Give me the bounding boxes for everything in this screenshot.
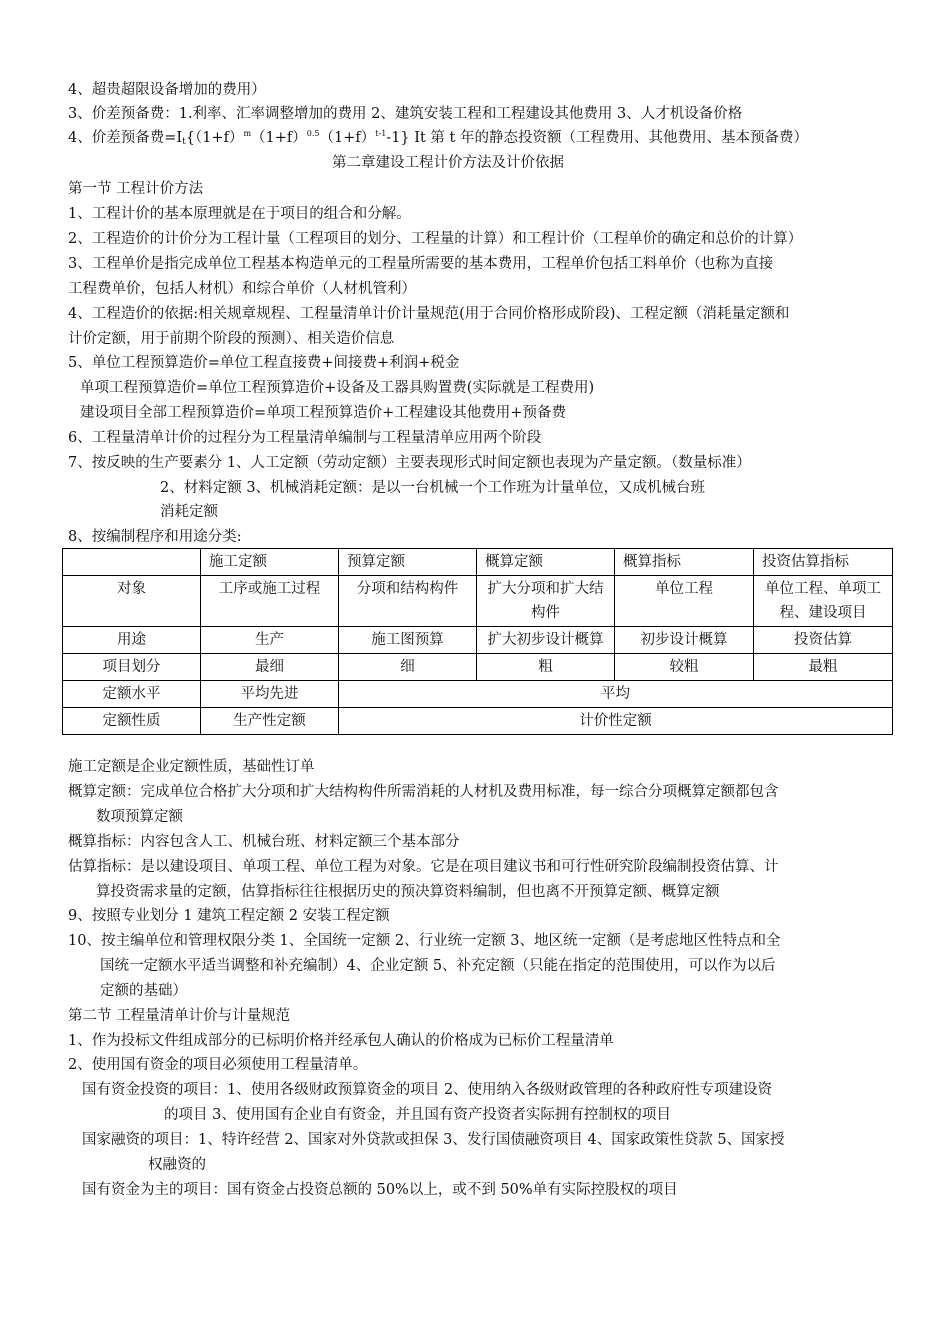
table-cell: 对象 (63, 576, 201, 627)
table-row (63, 627, 893, 654)
table-cell: 定额性质 (63, 708, 201, 735)
text-line: 单项工程预算造价=单位工程预算造价+设备及工器具购置费(实际就是工程费用) (80, 380, 595, 396)
text-line: 9、按照专业划分 1 建筑工程定额 2 安装工程定额 (68, 908, 390, 924)
text-line: 概算指标：内容包含人工、机械台班、材料定额三个基本部分 (68, 834, 460, 850)
text-line: 概算定额：完成单位合格扩大分项和扩大结构构件所需消耗的人材机及费用标准，每一综合分项概算定额都包含 (68, 784, 779, 800)
text-line: 1、作为投标文件组成部分的已标明价格并经承包人确认的价格成为已标价工程量清单 (68, 1033, 614, 1049)
table-header-cell (63, 549, 201, 576)
section-heading: 第二节 工程量清单计价与计量规范 (68, 1008, 291, 1024)
table-header-cell: 施工定额 (201, 549, 339, 576)
table-cell: 项目划分 (63, 654, 201, 681)
table-cell: 平均先进 (201, 681, 339, 708)
table-row (63, 708, 893, 735)
text-line: 1、工程计价的基本原理就是在于项目的组合和分解。 (68, 206, 411, 222)
text-line: 建设项目全部工程预算造价=单项工程预算造价+工程建设其他费用+预备费 (80, 405, 566, 421)
section-heading: 第一节 工程计价方法 (68, 181, 204, 197)
table-cell: 生产 (201, 627, 339, 654)
text-line: 国有资金投资的项目：1、使用各级财政预算资金的项目 2、使用纳入各级财政管理的各种政府性专项建设资 (82, 1082, 773, 1098)
text-line: 工程费单价，包括人材机）和综合单价（人材机管利） (68, 281, 416, 297)
table-cell: 粗 (477, 654, 615, 681)
text-line: 4、超贵超限设备增加的费用） (68, 82, 266, 98)
table-cell: 扩大初步设计概算 (477, 627, 615, 654)
text-line: 消耗定额 (160, 504, 218, 520)
text-line: 国家融资的项目：1、特许经营 2、国家对外贷款或担保 3、发行国债融资项目 4、国家政策性贷款 5、国家授 (82, 1132, 785, 1148)
table-cell: 投资估算 (754, 627, 893, 654)
table-cell: 单位工程 (615, 576, 754, 627)
text-line: 3、价差预备费：1.利率、汇率调整增加的费用 2、建筑安装工程和工程建设其他费用 3、人才机设备价格 (68, 106, 743, 122)
table-cell: 最细 (201, 654, 339, 681)
table-cell: 最粗 (754, 654, 893, 681)
table-cell: 单位工程、单项工程、建设项目 (754, 576, 893, 627)
text-line: 权融资的 (148, 1157, 206, 1173)
table-header-cell: 概算定额 (477, 549, 615, 576)
text-line: 国有资金为主的项目：国有资金占投资总额的 50%以上，或不到 50%单有实际控股权的项目 (82, 1182, 678, 1198)
table-cell: 扩大分项和扩大结构件 (477, 576, 615, 627)
table-header-row (63, 549, 893, 576)
table-cell: 细 (339, 654, 477, 681)
text-line: 6、工程量清单计价的过程分为工程量清单编制与工程量清单应用两个阶段 (68, 430, 542, 446)
table-cell: 生产性定额 (201, 708, 339, 735)
text-line: 3、工程单价是指完成单位工程基本构造单元的工程量所需要的基本费用，工程单价包括工料单价（也称为直接 (68, 256, 774, 272)
text-line: 10、按主编单位和管理权限分类 1、全国统一定额 2、行业统一定额 3、地区统一定额（是考虑地区性特点和全 (68, 933, 781, 949)
text-line: 2、使用国有资金的项目必须使用工程量清单。 (68, 1057, 368, 1073)
text-line: 7、按反映的生产要素分 1、人工定额（劳动定额）主要表现形式时间定额也表现为产量定额。（数量标准） (68, 455, 751, 471)
table-header-cell: 投资估算指标 (754, 549, 893, 576)
text-line: 2、材料定额 3、机械消耗定额：是以一台机械一个工作班为计量单位，又成机械台班 (160, 480, 706, 496)
table-cell: 较粗 (615, 654, 754, 681)
chapter-title: 第二章建设工程计价方法及计价依据 (332, 155, 564, 171)
quota-classification-table (62, 548, 893, 735)
text-line: 的项目 3、使用国有企业自有资金，并且国有资产投资者实际拥有控制权的项目 (164, 1107, 671, 1123)
table-header-cell: 预算定额 (339, 549, 477, 576)
text-line: 数项预算定额 (96, 809, 183, 825)
text-line: 2、工程造价的计价分为工程计量（工程项目的划分、工程量的计算）和工程计价（工程单价的确定和总价的计算） (68, 231, 803, 247)
text-line: 定额的基础） (100, 983, 187, 999)
text-line: 4、工程造价的依据:相关规章规程、工程量清单计价计量规范(用于合同价格形成阶段)、工程定额（消耗量定额和 (68, 306, 790, 322)
table-header-cell: 概算指标 (615, 549, 754, 576)
text-line: 计价定额，用于前期个阶段的预测）、相关造价信息 (68, 331, 395, 347)
table-row (63, 681, 893, 708)
table-row (63, 654, 893, 681)
text-line: 国统一定额水平适当调整和补充编制）4、企业定额 5、补充定额（只能在指定的范围使用，可以作为以后 (100, 958, 776, 974)
table-row (63, 576, 893, 627)
table-cell: 初步设计概算 (615, 627, 754, 654)
table-cell: 用途 (63, 627, 201, 654)
table-cell: 分项和结构构件 (339, 576, 477, 627)
table-cell: 计价性定额 (339, 708, 893, 735)
table-cell: 施工图预算 (339, 627, 477, 654)
formula-line: 4、价差预备费$=I_t\{(1+f)^m(1+f)^{0.5}(1+f)^{t-1}-1\}$ It 第 t 年的静态投资额（工程费用、其他费用、基本预备费） (68, 129, 808, 147)
text-line: 5、单位工程预算造价=单位工程直接费+间接费+利润+税金 (68, 355, 460, 371)
table-cell: 定额水平 (63, 681, 201, 708)
text-line: 估算指标：是以建设项目、单项工程、单位工程为对象。它是在项目建议书和可行性研究阶段编制投资估算、计 (68, 859, 779, 875)
text-line: 施工定额是企业定额性质，基础性订单 (68, 759, 315, 775)
table-cell: 平均 (339, 681, 893, 708)
text-line: 算投资需求量的定额，估算指标往往根据历史的预决算资料编制，但也离不开预算定额、概算定额 (96, 884, 720, 900)
table-cell: 工序或施工过程 (201, 576, 339, 627)
text-line: 8、按编制程序和用途分类: (68, 529, 242, 545)
